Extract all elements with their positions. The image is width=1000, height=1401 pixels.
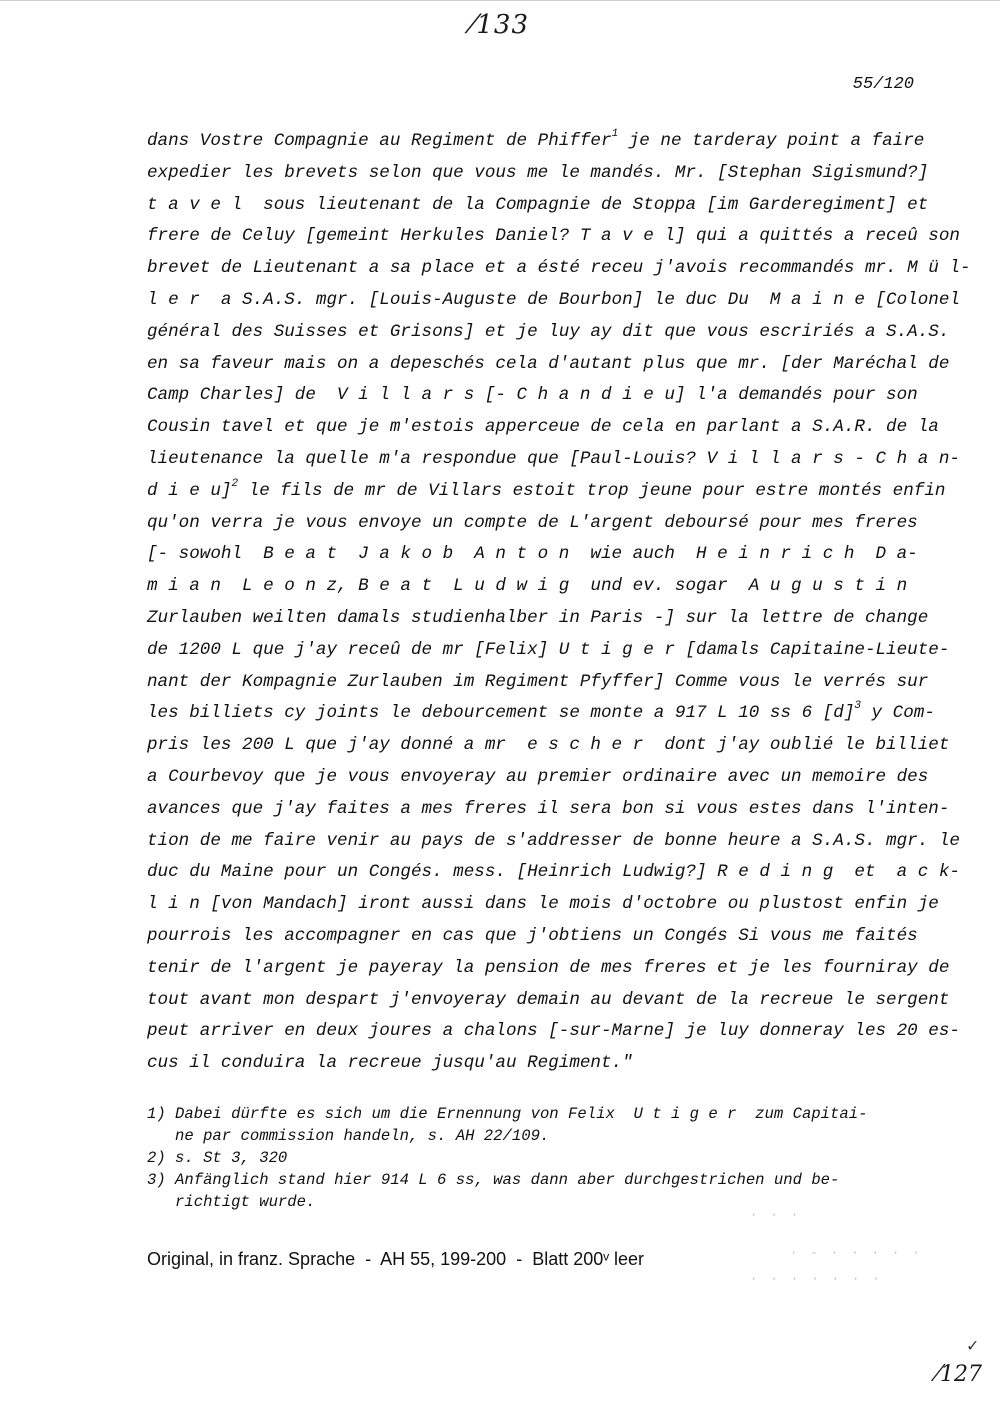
letter-line: d i e u]$^2$ le fils de mr de Villars estoit trop jeune pour estre montés enfin: [147, 477, 946, 501]
letter-line: duc du Maine pour un Congés. mess. [Heinrich Ludwig?] R e d i n g et a c k-: [147, 862, 960, 883]
footnote: [147, 1103, 947, 1147]
scan-speck: · · ·: [750, 1208, 802, 1222]
letter-line: cus il conduira la recreue jusqu'au Regiment.": [147, 1053, 633, 1074]
letter-line: l e r a S.A.S. mgr. [Louis-Auguste de Bourbon] le duc Du M a i n e [Colonel: [147, 289, 960, 310]
letter-line: en sa faveur mais on a depeschés cela d'autant plus que mr. [der Maréchal de: [147, 353, 950, 374]
letter-line: dans Vostre Compagnie au Regiment de Phiffer$^1$ je ne tarderay point a faire: [147, 128, 925, 151]
letter-line: général des Suisses et Grisons] et je luy ay dit que vous escririés a S.A.S.: [147, 321, 950, 342]
letter-line: brevet de Lieutenant a sa place et a ésté receu j'avois recommandés mr. M ü l-: [147, 258, 971, 279]
letter-line: expedier les brevets selon que vous me le mandés. Mr. [Stephan Sigismund?]: [147, 162, 929, 183]
footnote-number: 2): [147, 1149, 166, 1167]
letter-line: Camp Charles] de V i l l a r s [- C h a n d i e u] l'a demandés pour son: [147, 385, 918, 406]
footnote-text: Dabei dürfte es sich um die Ernennung von Felix U t i g e r zum Capitai- ne par commission handeln, s. AH 22/109.: [175, 1105, 868, 1145]
footnote: [147, 1169, 947, 1213]
footnote-number: 3): [147, 1171, 166, 1189]
scan-speck: · · · · · · ·: [750, 1272, 883, 1286]
page-reference: 55/120: [852, 75, 914, 94]
footnotes: [147, 1103, 947, 1213]
footnote-text: s. St 3, 320: [175, 1149, 288, 1167]
letter-body: [147, 126, 971, 1080]
letter-line: nant der Kompagnie Zurlauben im Regiment Pfyffer] Comme vous le verrés sur: [147, 671, 929, 692]
letter-line: pourrois les accompagner en cas que j'obtiens un Congés Si vous me faités: [147, 925, 918, 946]
footnote: [147, 1147, 947, 1169]
corner-page-number: ⁄127: [936, 1362, 982, 1387]
footnote-number: 1): [147, 1105, 166, 1123]
letter-line: de 1200 L que j'ay receû de mr [Felix] U t i g e r [damals Capitaine-Lieute-: [147, 639, 950, 660]
letter-line: peut arriver en deux joures a chalons [-sur-Marne] je luy donneray les 20 es-: [147, 1021, 960, 1042]
letter-line: Zurlauben weilten damals studienhalber in Paris -] sur la lettre de change: [147, 607, 929, 628]
letter-line: qu'on verra je vous envoye un compte de L'argent deboursé pour mes freres: [147, 512, 918, 533]
letter-line: tout avant mon despart j'envoyeray demain au devant de la recreue le sergent: [147, 989, 950, 1010]
letter-line: m i a n L e o n z, B e a t L u d w i g und ev. sogar A u g u s t i n: [147, 576, 908, 597]
scan-speck: · - · · · · ·: [790, 1246, 923, 1260]
letter-line: pris les 200 L que j'ay donné a mr e s c h e r dont j'ay oublié le billiet: [147, 735, 950, 756]
letter-line: avances que j'ay faites a mes freres il sera bon si vous estes dans l'inten-: [147, 798, 950, 819]
letter-line: l i n [von Mandach] iront aussi dans le mois d'octobre ou plustost enfin je: [147, 894, 939, 915]
letter-line: Cousin tavel et que je m'estois apperceue de cela en parlant a S.A.R. de la: [147, 417, 939, 438]
letter-line: les billiets cy joints le debourcement se monte a 917 L 10 ss 6 $[d]^3$ y Com-: [147, 700, 935, 724]
letter-line: [- sowohl B e a t J a k o b A n t o n wie auch H e i n r i c h D a-: [147, 544, 918, 565]
letter-line: tion de me faire venir au pays de s'addresser de bonne heure a S.A.S. mgr. le: [147, 830, 960, 851]
footnote-text: Anfänglich stand hier 914 L 6 ss, was dann aber durchgestrichen und be- richtigt wurde.: [175, 1171, 840, 1211]
letter-line: a Courbevoy que je vous envoyeray au premier ordinaire avec un memoire des: [147, 766, 929, 787]
letter-line: frere de Celuy [gemeint Herkules Daniel? T a v e l] qui a quittés a receû son: [147, 226, 960, 247]
letter-line: tenir de l'argent je payeray la pension de mes freres et je les fourniray de: [147, 957, 950, 978]
top-rule: [0, 0, 1000, 1]
letter-line: t a v e l sous lieutenant de la Compagnie de Stoppa [im Garderegiment] et: [147, 194, 929, 215]
source-line: Original, in franz. Sprache - AH 55, 199-200 - Blatt 200ᵛ leer: [147, 1249, 645, 1269]
check-mark: ✓: [967, 1337, 978, 1357]
letter-line: lieutenance la quelle m'a respondue que [Paul-Louis? V i l l a r s - C h a n-: [147, 448, 960, 469]
folio-number: ⁄133: [471, 10, 529, 40]
